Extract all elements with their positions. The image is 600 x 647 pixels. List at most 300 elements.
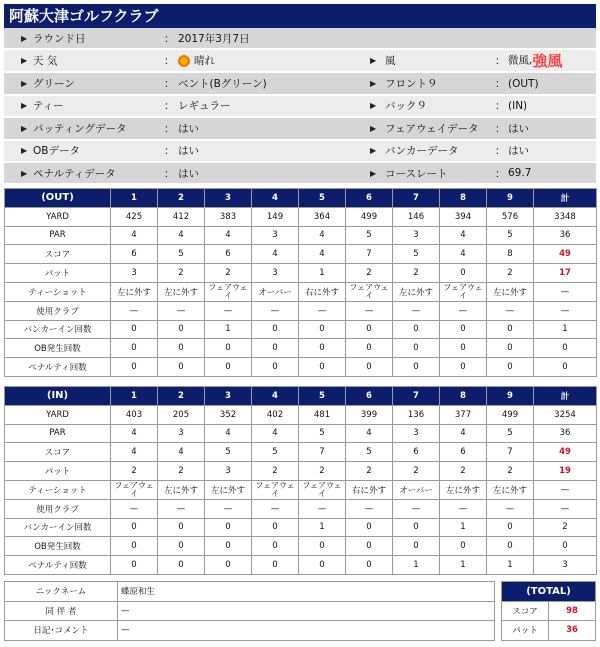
hole-cell: — (299, 499, 346, 518)
hole-cell: フェアウェイ (252, 480, 299, 499)
hole-cell: 2 (393, 462, 440, 481)
total-putt-label: パット (502, 621, 549, 641)
weather-value (178, 49, 370, 72)
row-label: パット (5, 264, 111, 283)
hole-cell: オーバー (252, 282, 299, 301)
hole-cell: 6 (111, 245, 158, 264)
hole-cell: 364 (299, 207, 346, 226)
hole-cell: — (252, 499, 299, 518)
row-label: 使用クラブ (5, 301, 111, 320)
hole-cell: 0 (111, 320, 158, 339)
hole-cell: 0 (346, 556, 393, 575)
hole-cell: 4 (440, 226, 487, 245)
table-row (5, 226, 597, 245)
hole-cell: 3 (205, 462, 252, 481)
hole-cell: 4 (158, 226, 205, 245)
row-label: バンカーイン回数 (5, 518, 111, 537)
table-row (5, 339, 597, 358)
table-row (5, 424, 597, 443)
row-total: 36 (534, 226, 597, 245)
putting-data-label: パッティングデータ (33, 117, 164, 139)
hole-cell: 0 (346, 518, 393, 537)
row-total: 3348 (534, 207, 597, 226)
row-label: ティーショット (5, 480, 111, 499)
table-row (5, 537, 597, 556)
hole-cell: 0 (205, 556, 252, 575)
row-label: ペナルティ回数 (5, 556, 111, 575)
hole-cell: 4 (111, 443, 158, 462)
back9-value: (IN) (508, 95, 596, 117)
hole-cell: 0 (158, 320, 205, 339)
hole-cell: 3 (158, 424, 205, 443)
hole-cell: — (393, 499, 440, 518)
hole-number: 9 (487, 189, 534, 208)
hole-cell: 5 (252, 443, 299, 462)
table-row (5, 518, 597, 537)
table-row (5, 405, 597, 424)
hole-cell: 499 (487, 405, 534, 424)
hole-cell: 左に外す (111, 282, 158, 301)
hole-cell: 5 (205, 443, 252, 462)
hole-number: 4 (252, 387, 299, 406)
course-rate-label: コースレート (385, 162, 495, 184)
row-label: OB発生回数 (5, 339, 111, 358)
info-row (4, 49, 596, 72)
hole-number: 3 (205, 387, 252, 406)
companion-value: — (118, 601, 495, 621)
hole-number: 9 (487, 387, 534, 406)
hole-cell: 205 (158, 405, 205, 424)
penalty-data-label: ペナルティデータ (33, 162, 164, 184)
hole-cell: 0 (440, 320, 487, 339)
wind-value (508, 49, 596, 72)
hole-cell: 403 (111, 405, 158, 424)
hole-cell: 4 (440, 424, 487, 443)
hole-cell: 4 (440, 245, 487, 264)
total-header: (TOTAL) (502, 582, 596, 602)
hole-cell: 1 (205, 320, 252, 339)
penalty-data-value: はい (178, 162, 370, 184)
hole-cell: 0 (205, 358, 252, 377)
hole-cell: 0 (158, 339, 205, 358)
hole-cell: 0 (487, 518, 534, 537)
hole-number: 4 (252, 189, 299, 208)
wind-text: 微風, (508, 54, 533, 67)
hole-cell: 1 (393, 556, 440, 575)
hole-cell: 0 (252, 518, 299, 537)
hole-cell: 0 (299, 358, 346, 377)
bunker-data-label: バンカーデータ (385, 140, 495, 162)
hole-cell: 右に外す (299, 282, 346, 301)
hole-cell: 399 (346, 405, 393, 424)
row-label: YARD (5, 207, 111, 226)
hole-cell: 2 (346, 264, 393, 283)
weather-label: 天 気 (33, 49, 164, 72)
green-label: グリーン (33, 72, 164, 94)
nickname-label: ニックネーム (5, 582, 118, 602)
hole-cell: 3 (393, 226, 440, 245)
hole-cell: 412 (158, 207, 205, 226)
hole-cell: — (205, 301, 252, 320)
hole-cell: 0 (440, 537, 487, 556)
table-row (5, 245, 597, 264)
colon: ： (164, 49, 178, 72)
hole-cell: 0 (111, 518, 158, 537)
row-total: 49 (534, 443, 597, 462)
info-row (4, 72, 596, 94)
hole-cell: 左に外す (440, 480, 487, 499)
hole-cell: 3 (111, 264, 158, 283)
hole-cell: 0 (252, 339, 299, 358)
hole-cell: 3 (252, 226, 299, 245)
hole-cell: — (346, 301, 393, 320)
diary-row (5, 621, 596, 641)
hole-cell: 4 (111, 226, 158, 245)
hole-cell: 0 (393, 320, 440, 339)
hole-cell: 0 (487, 358, 534, 377)
hole-cell: 0 (111, 358, 158, 377)
hole-cell: 左に外す (487, 282, 534, 301)
diary-label: 日記･コメント (5, 621, 118, 641)
front9-value: (OUT) (508, 72, 596, 94)
row-total: 36 (534, 424, 597, 443)
hole-cell: 4 (346, 424, 393, 443)
hole-cell: 0 (487, 339, 534, 358)
hole-cell: 3 (393, 424, 440, 443)
hole-cell: 146 (393, 207, 440, 226)
hole-cell: — (205, 499, 252, 518)
hole-number: 3 (205, 189, 252, 208)
hole-cell: 7 (346, 245, 393, 264)
hole-number: 5 (299, 189, 346, 208)
back9-label: バック９ (385, 95, 495, 117)
fairway-data-value: はい (508, 117, 596, 139)
hole-cell: 0 (111, 556, 158, 575)
row-label: ティーショット (5, 282, 111, 301)
hole-cell: 0 (158, 518, 205, 537)
nickname-row (5, 582, 596, 602)
hole-number: 2 (158, 189, 205, 208)
hole-cell: 左に外す (158, 282, 205, 301)
hole-cell: 6 (393, 443, 440, 462)
hole-cell: フェアウェイ (440, 282, 487, 301)
info-row (4, 162, 596, 184)
hole-cell: — (158, 499, 205, 518)
info-row (4, 140, 596, 162)
sun-icon (178, 55, 190, 67)
hole-cell: 149 (252, 207, 299, 226)
hole-cell: — (346, 499, 393, 518)
hole-cell: フェアウェイ (111, 480, 158, 499)
hole-cell: 1 (440, 556, 487, 575)
hole-cell: 0 (252, 556, 299, 575)
hole-cell: フェアウェイ (299, 480, 346, 499)
putting-data-value: はい (178, 117, 370, 139)
hole-cell: 6 (205, 245, 252, 264)
row-label: YARD (5, 405, 111, 424)
table-row (5, 358, 597, 377)
hole-number: 6 (346, 387, 393, 406)
hole-cell: 6 (440, 443, 487, 462)
ob-data-value: はい (178, 140, 370, 162)
hole-cell: 2 (111, 462, 158, 481)
bunker-data-value: はい (508, 140, 596, 162)
hole-cell: 2 (158, 462, 205, 481)
in-header-row (5, 387, 597, 406)
total-putt-value: 36 (549, 621, 596, 641)
hole-cell: — (158, 301, 205, 320)
hole-cell: 0 (440, 264, 487, 283)
table-row (5, 320, 597, 339)
hole-cell: 0 (299, 339, 346, 358)
total-column-header: 計 (534, 387, 597, 406)
table-row (5, 480, 597, 499)
hole-number: 7 (393, 189, 440, 208)
row-total: — (534, 301, 597, 320)
round-date-label: ラウンド日 (33, 28, 164, 49)
hole-number: 5 (299, 387, 346, 406)
page-title: 阿蘇大津ゴルフクラブ (4, 4, 596, 28)
section-label: (IN) (5, 387, 111, 406)
green-value: ベント(Bグリーン) (178, 72, 370, 94)
bullet-icon: ▶ (370, 95, 385, 117)
colon: ： (495, 117, 508, 139)
colon: ： (164, 140, 178, 162)
hole-cell: 4 (299, 245, 346, 264)
hole-cell: 0 (393, 518, 440, 537)
hole-cell: 5 (487, 226, 534, 245)
row-total: 1 (534, 320, 597, 339)
fairway-data-label: フェアウェイデータ (385, 117, 495, 139)
hole-cell: — (440, 499, 487, 518)
hole-cell: 1 (440, 518, 487, 537)
hole-cell: 5 (346, 443, 393, 462)
diary-value: — (118, 621, 495, 641)
hole-cell: 5 (158, 245, 205, 264)
hole-cell: 377 (440, 405, 487, 424)
info-row (4, 117, 596, 139)
hole-cell: 2 (299, 462, 346, 481)
info-row (4, 28, 596, 49)
total-score-label: スコア (502, 601, 549, 621)
row-total: 0 (534, 358, 597, 377)
hole-cell: 3 (252, 264, 299, 283)
hole-cell: 136 (393, 405, 440, 424)
hole-cell: 425 (111, 207, 158, 226)
hole-cell: 0 (440, 358, 487, 377)
hole-cell: 0 (158, 556, 205, 575)
row-label: スコア (5, 443, 111, 462)
hole-cell: 499 (346, 207, 393, 226)
hole-cell: — (299, 301, 346, 320)
round-date-value: 2017年3月7日 (178, 28, 370, 49)
row-total: 0 (534, 537, 597, 556)
bullet-icon: ▶ (370, 117, 385, 139)
ob-data-label: OBデータ (33, 140, 164, 162)
wind-label: 風 (385, 49, 495, 72)
hole-cell: 383 (205, 207, 252, 226)
hole-cell: 7 (487, 443, 534, 462)
hole-cell: 0 (299, 556, 346, 575)
hole-cell: 0 (158, 358, 205, 377)
hole-number: 1 (111, 189, 158, 208)
hole-cell: 0 (205, 537, 252, 556)
colon: ： (495, 162, 508, 184)
out-scorecard-table (4, 188, 597, 377)
row-label: 使用クラブ (5, 499, 111, 518)
bullet-icon: ▶ (21, 140, 33, 162)
out-header-row (5, 189, 597, 208)
hole-cell: 0 (487, 537, 534, 556)
bullet-icon: ▶ (21, 117, 33, 139)
hole-cell: 0 (252, 358, 299, 377)
row-label: バンカーイン回数 (5, 320, 111, 339)
hole-cell: 576 (487, 207, 534, 226)
bullet-icon: ▶ (370, 162, 385, 184)
hole-cell: 5 (487, 424, 534, 443)
player-summary-table (4, 581, 596, 641)
hole-cell: 481 (299, 405, 346, 424)
hole-cell: 左に外す (487, 480, 534, 499)
hole-cell: 0 (393, 358, 440, 377)
hole-cell: 7 (299, 443, 346, 462)
hole-cell: 0 (346, 339, 393, 358)
row-label: PAR (5, 226, 111, 245)
hole-cell: 352 (205, 405, 252, 424)
hole-cell: 5 (299, 424, 346, 443)
hole-cell: 0 (111, 537, 158, 556)
tee-value: レギュラー (178, 95, 370, 117)
colon: ： (495, 140, 508, 162)
bullet-icon: ▶ (370, 49, 385, 72)
total-score-value: 98 (549, 601, 596, 621)
row-label: ペナルティ回数 (5, 358, 111, 377)
hole-cell: — (111, 499, 158, 518)
hole-cell: 左に外す (205, 480, 252, 499)
row-label: PAR (5, 424, 111, 443)
hole-cell: 0 (299, 537, 346, 556)
companion-row (5, 601, 596, 621)
colon: ： (164, 28, 178, 49)
hole-cell: 0 (346, 358, 393, 377)
hole-number: 8 (440, 189, 487, 208)
section-label: (OUT) (5, 189, 111, 208)
hole-cell: 0 (111, 339, 158, 358)
colon: ： (495, 72, 508, 94)
hole-cell: フェアウェイ (346, 282, 393, 301)
table-row (5, 264, 597, 283)
hole-cell: — (252, 301, 299, 320)
bullet-icon: ▶ (370, 72, 385, 94)
table-row (5, 499, 597, 518)
bullet-icon: ▶ (21, 49, 33, 72)
row-label: スコア (5, 245, 111, 264)
hole-cell: 394 (440, 207, 487, 226)
in-scorecard-table (4, 386, 597, 575)
row-label: OB発生回数 (5, 537, 111, 556)
hole-cell: 0 (393, 339, 440, 358)
bullet-icon: ▶ (21, 72, 33, 94)
colon: ： (164, 117, 178, 139)
colon: ： (164, 95, 178, 117)
hole-cell: 4 (205, 424, 252, 443)
hole-cell: 左に外す (158, 480, 205, 499)
table-row (5, 207, 597, 226)
hole-cell: — (393, 301, 440, 320)
hole-cell: 2 (440, 462, 487, 481)
hole-cell: 5 (346, 226, 393, 245)
row-label: パット (5, 462, 111, 481)
hole-cell: 4 (158, 443, 205, 462)
row-total: 19 (534, 462, 597, 481)
hole-cell: 0 (205, 339, 252, 358)
hole-cell: 2 (158, 264, 205, 283)
hole-cell: 左に外す (393, 282, 440, 301)
hole-cell: 0 (346, 320, 393, 339)
hole-cell: 1 (299, 264, 346, 283)
companion-label: 同 伴 者 (5, 601, 118, 621)
hole-cell: オーバー (393, 480, 440, 499)
row-total: 0 (534, 339, 597, 358)
hole-cell: 0 (252, 320, 299, 339)
hole-cell: 0 (346, 537, 393, 556)
hole-cell: 右に外す (346, 480, 393, 499)
table-row (5, 282, 597, 301)
strong-wind-badge: 強風 (532, 52, 563, 71)
colon: ： (495, 95, 508, 117)
bullet-icon: ▶ (370, 140, 385, 162)
bullet-icon: ▶ (21, 95, 33, 117)
colon: ： (495, 49, 508, 72)
colon: ： (164, 72, 178, 94)
table-row (5, 443, 597, 462)
bullet-icon: ▶ (21, 162, 33, 184)
nickname-value: 蝶原和生 (118, 582, 495, 602)
info-row (4, 95, 596, 117)
row-total: — (534, 480, 597, 499)
row-total: 2 (534, 518, 597, 537)
hole-number: 2 (158, 387, 205, 406)
hole-cell: 2 (487, 264, 534, 283)
hole-cell: 0 (158, 537, 205, 556)
hole-cell: 4 (205, 226, 252, 245)
hole-cell: 5 (393, 245, 440, 264)
hole-cell: 1 (487, 556, 534, 575)
hole-cell: 0 (299, 320, 346, 339)
row-total: 3 (534, 556, 597, 575)
hole-cell: 2 (487, 462, 534, 481)
row-total: — (534, 499, 597, 518)
hole-cell: フェアウェイ (205, 282, 252, 301)
course-rate-value: 69.7 (508, 162, 596, 184)
hole-cell: 2 (205, 264, 252, 283)
hole-cell: 0 (252, 537, 299, 556)
hole-cell: 4 (252, 245, 299, 264)
hole-cell: — (487, 301, 534, 320)
tee-label: ティー (33, 95, 164, 117)
colon: ： (164, 162, 178, 184)
row-total: 3254 (534, 405, 597, 424)
hole-cell: — (440, 301, 487, 320)
round-info-table (4, 28, 596, 185)
row-total: 49 (534, 245, 597, 264)
hole-cell: 4 (299, 226, 346, 245)
hole-cell: 4 (252, 424, 299, 443)
hole-cell: 1 (299, 518, 346, 537)
hole-cell: 0 (487, 320, 534, 339)
table-row (5, 462, 597, 481)
hole-cell: 2 (346, 462, 393, 481)
